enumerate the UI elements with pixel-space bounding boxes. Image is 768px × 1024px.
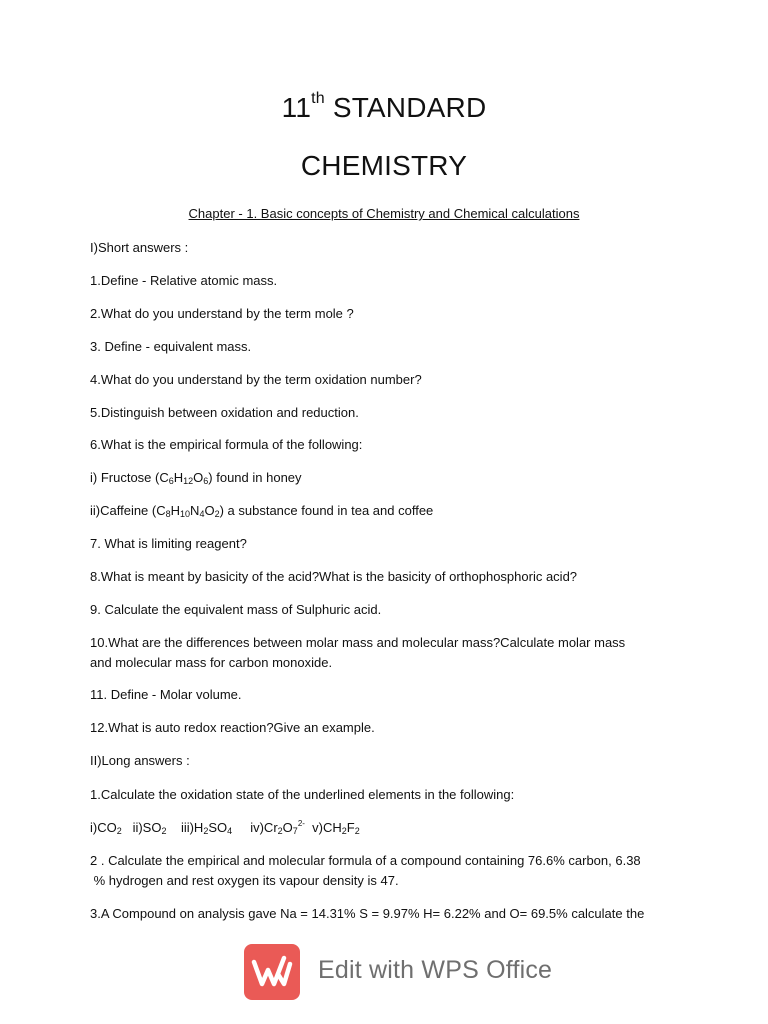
edit-with-wps-link[interactable]: Edit with WPS Office (318, 956, 553, 984)
section-short-answers: I)Short answers : (90, 240, 189, 255)
long-question-2-line-2: % hydrogen and rest oxygen its vapour density is 47. (90, 873, 399, 888)
question-5: 5.Distinguish between oxidation and reduction. (90, 405, 359, 420)
long-question-1-formulas: $i)CO_2$ $ii)SO_2$ $iii)H_2SO_4$ $iv)Cr_2O_7^{2-}$ $v)CH_2F_2$ (90, 819, 360, 836)
long-question-1: 1.Calculate the oxidation state of the underlined elements in the following: (90, 787, 515, 802)
question-7: 7. What is limiting reagent? (90, 536, 247, 551)
question-3: 3. Define - equivalent mass. (90, 339, 252, 354)
long-question-2-line-1: 2 . Calculate the empirical and molecular formula of a compound containing 76.6% carbon, 6.38 (90, 853, 641, 868)
question-10-line-1: 10.What are the differences between molar mass and molecular mass?Calculate molar mass (90, 635, 626, 650)
question-6-part-ii: ii)Caffeine $(C_8H_{10}N_4O_2)$ a substance found in tea and coffee (90, 503, 434, 519)
question-8: 8.What is meant by basicity of the acid?What is the basicity of orthophosphoric acid? (90, 569, 578, 584)
question-1: 1.Define - Relative atomic mass. (90, 273, 278, 288)
question-12: 12.What is auto redox reaction?Give an example. (90, 720, 375, 735)
question-4: 4.What do you understand by the term oxidation number? (90, 372, 422, 387)
question-2: 2.What do you understand by the term mole ? (90, 306, 354, 321)
question-6-part-i: i) Fructose $(C_6H_{12}O_6)$ found in honey (90, 470, 302, 486)
long-question-3: 3.A Compound on analysis gave Na = 14.31% S = 9.97% H= 6.22% and O= 69.5% calculate the (90, 906, 645, 921)
page-title-standard: 11th STANDARD (281, 89, 487, 123)
question-9: 9. Calculate the equivalent mass of Sulphuric acid. (90, 602, 382, 617)
section-long-answers: II)Long answers : (90, 753, 190, 768)
question-11: 11. Define - Molar volume. (90, 687, 242, 702)
question-10-line-2: and molecular mass for carbon monoxide. (90, 655, 333, 670)
page-title-subject: CHEMISTRY (300, 150, 468, 181)
question-6: 6.What is the empirical formula of the following: (90, 437, 363, 452)
wps-logo-icon[interactable] (244, 944, 300, 1000)
chapter-heading: Chapter - 1. Basic concepts of Chemistry and Chemical calculations (188, 206, 580, 221)
